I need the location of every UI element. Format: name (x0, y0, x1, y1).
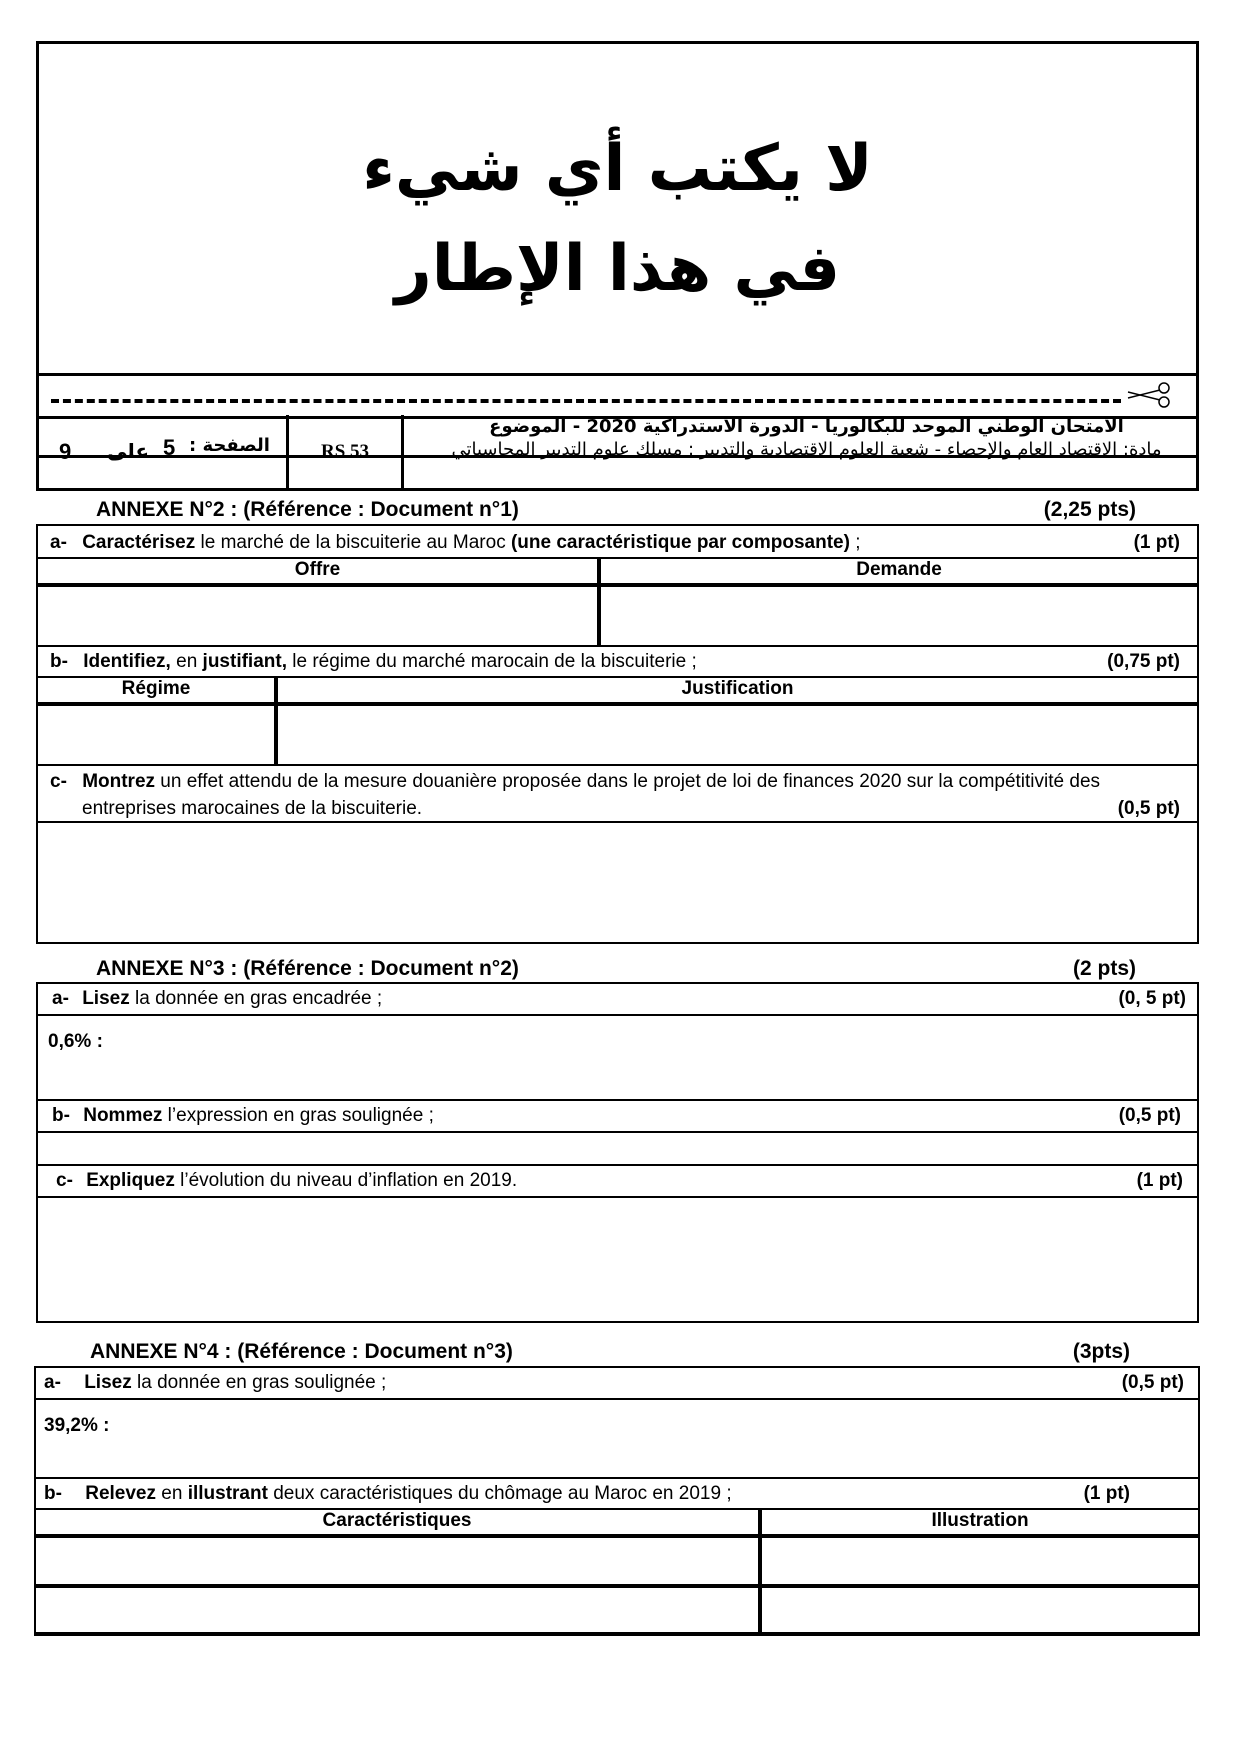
no-write-line-2: في هذا الإطار (394, 232, 841, 306)
question-label: b- (44, 1483, 62, 1504)
answer-area-annex3-b[interactable] (36, 1131, 1199, 1164)
question-points: (1 pt) (1083, 1483, 1130, 1504)
table-header-illustration: Illustration (760, 1508, 1200, 1536)
exam-subject-line: مادة: الاقتصاد العام والإحصاء - شعبة العلوم الاقتصادية والتدبير : مسلك علوم التدبير المحاسباتي (451, 439, 1162, 460)
annex4-b-table (34, 1508, 1200, 1636)
question-verb: Expliquez (86, 1170, 175, 1191)
question-points: (0,5 pt) (1121, 1372, 1184, 1393)
exam-session-line: الامتحان الوطني الموحد للبكالوريا - الدورة الاستدراكية 2020 - الموضوع (489, 416, 1124, 437)
question-tail: ; (849, 532, 861, 553)
annex4-points: (3pts) (1072, 1340, 1130, 1363)
question-text: l’évolution du niveau d’inflation en 2019. (174, 1170, 518, 1191)
annex3-title: ANNEXE N°3 : (Référence : Document n°2) (96, 957, 519, 980)
of-label: على (107, 439, 150, 463)
annex4-question-a (44, 1368, 1184, 1398)
answer-cell-illustration-1[interactable] (760, 1536, 1200, 1586)
answer-cell-caracteristique-1[interactable] (34, 1536, 760, 1586)
question-label: c- (56, 1170, 73, 1191)
question-text: le régime du marché marocain de la biscuiterie ; (287, 651, 697, 672)
no-write-frame (36, 41, 1199, 458)
table-header-justification: Justification (276, 676, 1199, 704)
question-text: la donnée en gras encadrée ; (129, 988, 383, 1009)
table-header-regime: Régime (36, 676, 276, 704)
cut-line (51, 399, 1121, 403)
annex4-title: ANNEXE N°4 : (Référence : Document n°3) (90, 1340, 513, 1363)
page-number: 5 (163, 435, 176, 460)
annex2-question-a (50, 528, 1180, 558)
exam-title-cell (419, 415, 1194, 488)
annex3-title-row (96, 957, 1136, 981)
annex2-a-table (36, 557, 1199, 647)
question-verb: Lisez (82, 988, 130, 1009)
scissors-icon (1124, 380, 1174, 410)
question-connector: en (156, 1483, 188, 1504)
question-label: c- (50, 771, 67, 792)
annex2-question-c (50, 768, 1190, 822)
answer-area-annex2-c[interactable] (36, 821, 1199, 944)
question-text: deux caractéristiques du chômage au Maroc en 2019 ; (267, 1483, 732, 1504)
question-verb: Nommez (83, 1105, 163, 1126)
answer-area-annex3-a[interactable] (36, 1014, 1199, 1100)
annex3-question-b (36, 1099, 1197, 1131)
annex4-box (34, 1366, 1200, 1634)
exam-code-cell (289, 415, 404, 488)
annex4-title-row (90, 1340, 1130, 1364)
page-indicator (39, 415, 289, 488)
annex2-title: ANNEXE N°2 : (Référence : Document n°1) (96, 498, 519, 521)
answer-area-annex3-c[interactable] (36, 1196, 1199, 1323)
answer-cell-illustration-2[interactable] (760, 1586, 1200, 1636)
annex4-question-b (36, 1477, 1200, 1509)
question-label: a- (52, 988, 69, 1009)
annex3-box (36, 982, 1199, 1323)
answer-label: 0,6% : (48, 1031, 103, 1052)
question-verb: Montrez (82, 771, 156, 792)
question-points: (0,75 pt) (1107, 651, 1180, 672)
page-label: الصفحة : (189, 435, 270, 456)
answer-cell-demande[interactable] (599, 585, 1199, 647)
total-pages: 9 (59, 439, 72, 464)
table-header-caracteristiques: Caractéristiques (34, 1508, 760, 1536)
question-verb-2: justifiant, (202, 651, 287, 672)
question-label: b- (50, 651, 68, 672)
question-label: a- (44, 1372, 61, 1393)
question-connector: en (170, 651, 203, 672)
question-text: la donnée en gras soulignée ; (131, 1372, 387, 1393)
annex3-question-c (38, 1164, 1199, 1196)
annex2-question-b (50, 647, 1180, 677)
question-text: le marché de la biscuiterie au Maroc (195, 532, 511, 553)
answer-cell-caracteristique-2[interactable] (34, 1586, 760, 1636)
question-points: (0, 5 pt) (1118, 988, 1186, 1009)
question-label: a- (50, 532, 67, 553)
annex3-question-a (52, 984, 1186, 1014)
answer-label: 39,2% : (44, 1415, 110, 1436)
question-points: (0,5 pt) (1117, 798, 1180, 819)
exam-code: RS 53 (320, 441, 370, 462)
annex3-points: (2 pts) (1073, 957, 1136, 980)
answer-cell-regime[interactable] (36, 704, 276, 766)
question-emphasis: (une caractéristique par composante) (510, 532, 850, 553)
no-write-notice (39, 119, 1196, 319)
table-header-offre: Offre (36, 557, 599, 585)
question-verb: Caractérisez (82, 532, 196, 553)
answer-cell-justification[interactable] (276, 704, 1199, 766)
question-text: un effet attendu de la mesure douanière proposée dans le projet de loi de finances 2020 sur la compétitivité des (155, 771, 1101, 792)
annex2-points: (2,25 pts) (1043, 498, 1136, 521)
answer-cell-offre[interactable] (36, 585, 599, 647)
no-write-line-1: لا يكتب أي شيء (362, 132, 873, 206)
cut-band-top-border (39, 373, 1196, 376)
question-text-continued: entreprises marocaines de la biscuiterie. (82, 798, 423, 819)
question-text: l’expression en gras soulignée ; (162, 1105, 434, 1126)
annex2-box (36, 524, 1199, 944)
question-points: (1 pt) (1136, 1170, 1183, 1191)
annex2-b-table (36, 676, 1199, 766)
table-header-demande: Demande (599, 557, 1199, 585)
question-verb-2: illustrant (187, 1483, 268, 1504)
question-verb: Relevez (85, 1483, 156, 1504)
question-points: (0,5 pt) (1118, 1105, 1181, 1126)
answer-area-annex4-a[interactable] (34, 1398, 1200, 1478)
question-label: b- (52, 1105, 70, 1126)
question-points: (1 pt) (1133, 532, 1180, 553)
annex2-title-row (96, 498, 1136, 522)
question-verb: Lisez (84, 1372, 132, 1393)
exam-header (36, 415, 1199, 491)
question-verb: Identifiez, (83, 651, 171, 672)
